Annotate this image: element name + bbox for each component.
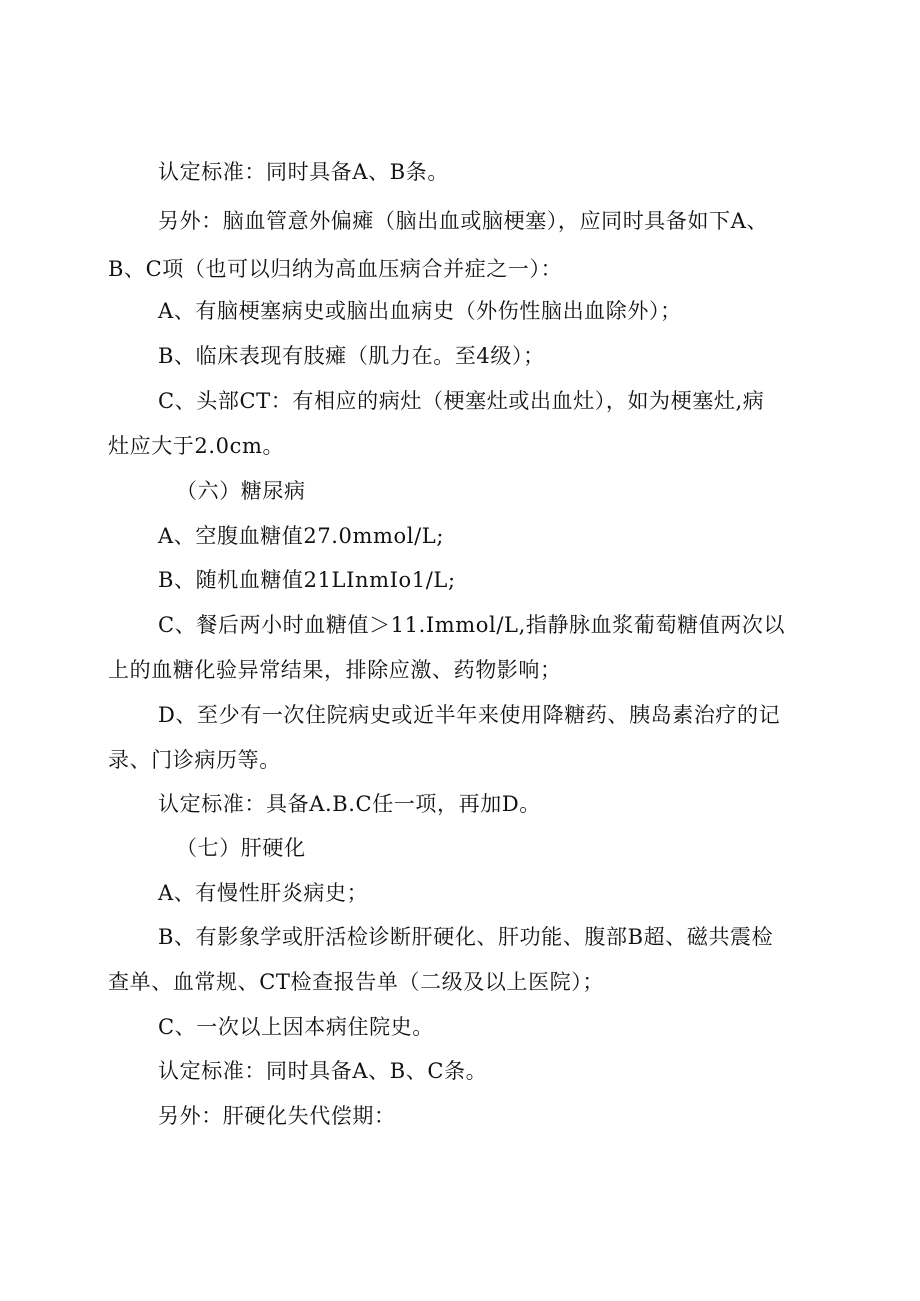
cirrhosis-item-b: B、有影象学或肝活检诊断肝硬化、肝功能、腹部B超、磁共震检	[158, 925, 774, 949]
cirrhosis-decompensation-line: 另外：肝硬化失代偿期：	[158, 1104, 396, 1128]
diabetes-item-b: B、随机血糖值21LInmIo1/L;	[158, 568, 456, 592]
stroke-intro-line: 另外：脑血管意外偏瘫（脑出血或脑梗塞），应同时具备如下A、	[158, 209, 769, 233]
diabetes-item-c: C、餐后两小时血糖值＞11.Immol/L,指静脉血浆葡萄糖值两次以	[158, 613, 786, 637]
stroke-intro-continuation: B、C项（也可以归纳为高血压病合并症之一）：	[108, 257, 563, 281]
stroke-item-c: C、头部CT：有相应的病灶（梗塞灶或出血灶），如为梗塞灶,病	[158, 389, 765, 413]
section-heading-cirrhosis: （七）肝硬化	[176, 836, 306, 860]
criteria-line-hypertension: 认定标准：同时具备A、B条。	[158, 160, 449, 184]
cirrhosis-item-a: A、有慢性肝炎病史；	[158, 881, 369, 905]
stroke-item-a: A、有脑梗塞病史或脑出血病史（外伤性脑出血除外）；	[158, 299, 682, 323]
section-heading-diabetes: （六）糖尿病	[176, 479, 306, 503]
cirrhosis-item-c: C、一次以上因本病住院史。	[158, 1015, 434, 1039]
diabetes-item-d: D、至少有一次住院病史或近半年来使用降糖药、胰岛素治疗的记	[158, 703, 781, 727]
criteria-line-cirrhosis: 认定标准：同时具备A、B、C条。	[158, 1059, 488, 1083]
cirrhosis-item-b-continuation: 查单、血常规、CT检查报告单（二级及以上医院）；	[108, 970, 604, 994]
diabetes-item-c-continuation: 上的血糖化验异常结果，排除应激、药物影响；	[108, 658, 562, 682]
criteria-line-diabetes: 认定标准：具备A.B.C任一项，再加D。	[158, 792, 541, 816]
stroke-item-b: B、临床表现有肢瘫（肌力在。至4级）；	[158, 344, 545, 368]
stroke-item-c-continuation: 灶应大于2.0cm。	[108, 434, 285, 458]
diabetes-item-a: A、空腹血糖值27.0mmol/L;	[158, 524, 445, 548]
diabetes-item-d-continuation: 录、门诊病历等。	[108, 748, 281, 772]
